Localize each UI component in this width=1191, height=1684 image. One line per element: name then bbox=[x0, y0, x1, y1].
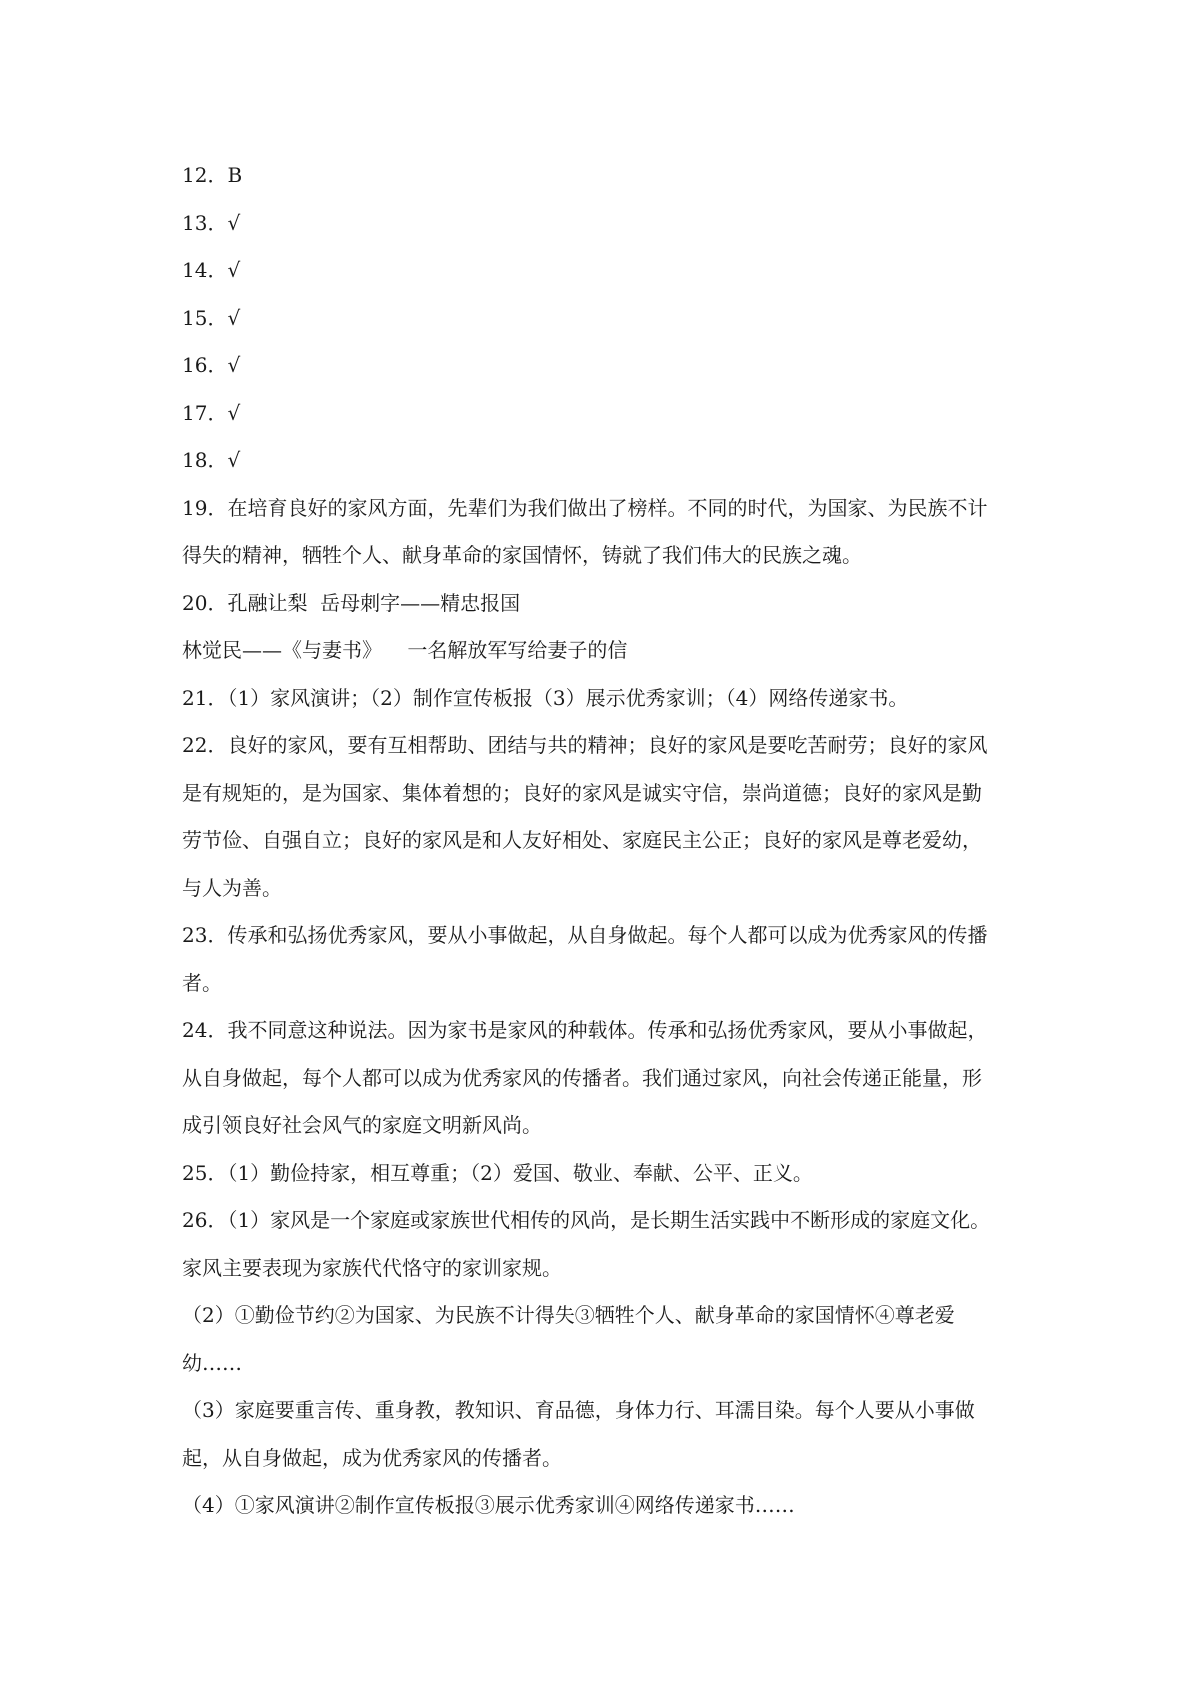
answer-22-line-3: 劳节俭、自强自立；良好的家风是和人友好相处、家庭民主公正；良好的家风是尊老爱幼， bbox=[182, 828, 982, 852]
answer-22-line-4: 与人为善。 bbox=[182, 875, 282, 900]
answer-17: 17．√ bbox=[182, 400, 241, 425]
answer-22-line-1: 22．良好的家风，要有互相帮助、团结与共的精神；良好的家风是要吃苦耐劳；良好的家风 bbox=[182, 733, 988, 757]
answer-23-line-2: 者。 bbox=[182, 970, 222, 995]
answer-19-line-1: 19．在培育良好的家风方面，先辈们为我们做出了榜样。不同的时代，为国家、为民族不计 bbox=[182, 495, 988, 520]
answer-21: 21．（1）家风演讲；（2）制作宣传板报（3）展示优秀家训；（4）网络传递家书。 bbox=[182, 685, 909, 710]
answer-26-2-line-2: 幼…… bbox=[182, 1350, 242, 1375]
answer-26-1-line-2: 家风主要表现为家族代代恪守的家训家规。 bbox=[182, 1255, 562, 1280]
answer-24-line-1: 24．我不同意这种说法。因为家书是家风的种载体。传承和弘扬优秀家风，要从小事做起， bbox=[182, 1018, 988, 1042]
answer-26-3-line-2: 起，从自身做起，成为优秀家风的传播者。 bbox=[182, 1445, 562, 1470]
answer-22-line-2: 是有规矩的，是为国家、集体着想的；良好的家风是诚实守信，崇尚道德；良好的家风是勤 bbox=[182, 780, 982, 805]
answer-19-line-2: 得失的精神，牺牲个人、献身革命的家国情怀，铸就了我们伟大的民族之魂。 bbox=[182, 543, 862, 567]
answer-26-2-line-1: （2）①勤俭节约②为国家、为民族不计得失③牺牲个人、献身革命的家国情怀④尊老爱 bbox=[182, 1303, 955, 1327]
answer-18: 18．√ bbox=[182, 448, 241, 472]
answer-26-4: （4）①家风演讲②制作宣传板报③展示优秀家训④网络传递家书…… bbox=[182, 1493, 795, 1517]
answer-24-line-2: 从自身做起，每个人都可以成为优秀家风的传播者。我们通过家风，向社会传递正能量，形 bbox=[182, 1065, 982, 1090]
answer-20-line-2: 林觉民——《与妻书》 一名解放军写给妻子的信 bbox=[182, 638, 628, 662]
answer-16: 16．√ bbox=[182, 353, 241, 377]
answer-24-line-3: 成引领良好社会风气的家庭文明新风尚。 bbox=[182, 1113, 542, 1137]
answer-20-line-1: 20．孔融让梨 岳母刺字——精忠报国 bbox=[182, 590, 521, 615]
answer-26-1-line-1: 26．（1）家风是一个家庭或家族世代相传的风尚，是长期生活实践中不断形成的家庭文化。 bbox=[182, 1208, 991, 1232]
answer-25: 25．（1）勤俭持家，相互尊重；（2）爱国、敬业、奉献、公平、正义。 bbox=[182, 1160, 813, 1185]
answer-15: 15．√ bbox=[182, 305, 241, 330]
answer-13: 13．√ bbox=[182, 210, 241, 235]
answer-14: 14．√ bbox=[182, 258, 241, 282]
answer-23-line-1: 23．传承和弘扬优秀家风，要从小事做起，从自身做起。每个人都可以成为优秀家风的传播 bbox=[182, 923, 988, 947]
answer-12: 12．B bbox=[182, 163, 243, 187]
answer-sheet-page bbox=[182, 152, 1022, 1530]
answer-26-3-line-1: （3）家庭要重言传、重身教，教知识、育品德，身体力行、耳濡目染。每个人要从小事做 bbox=[182, 1398, 975, 1422]
